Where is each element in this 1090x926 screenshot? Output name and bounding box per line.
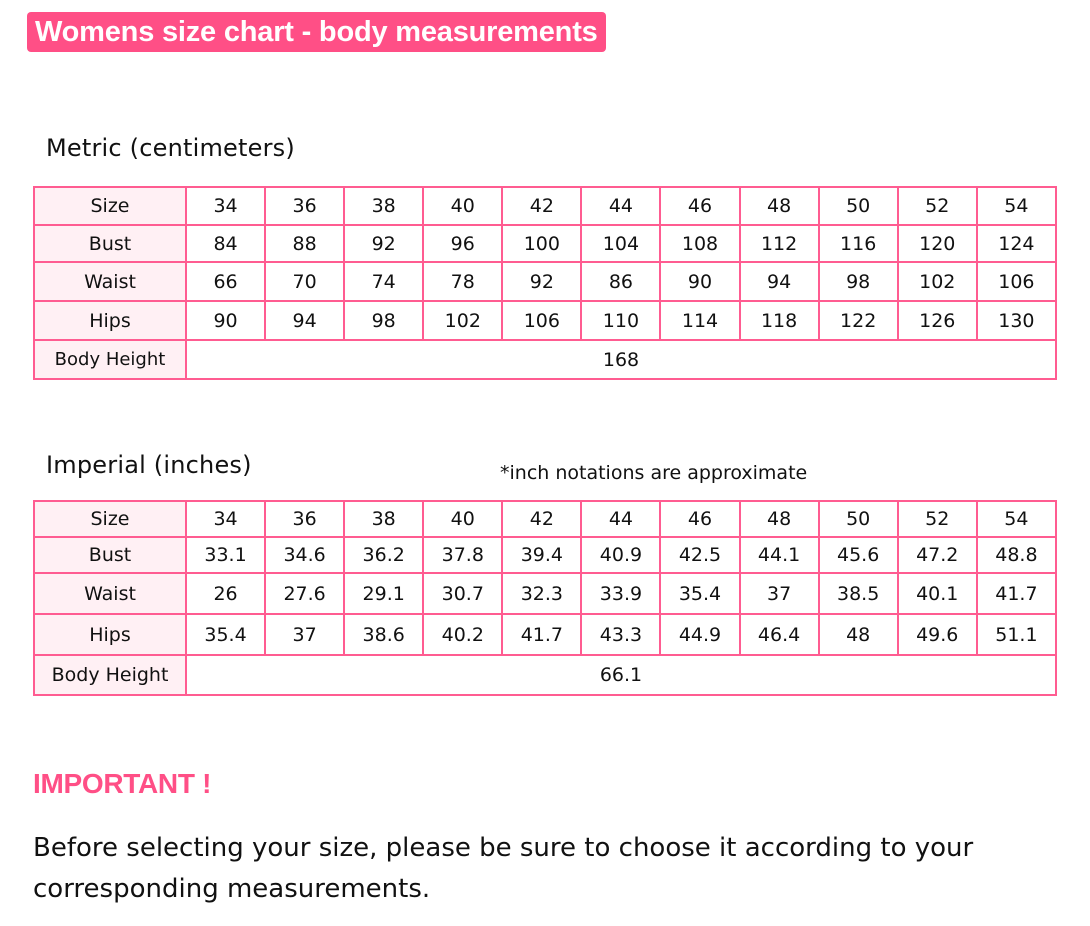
table-row — [34, 573, 1056, 614]
table-cell: 44 — [581, 187, 660, 225]
table-cell: 48.8 — [977, 537, 1056, 573]
table-cell: 33.9 — [581, 573, 660, 614]
table-cell: 38.5 — [819, 573, 898, 614]
table-cell: 49.6 — [898, 614, 977, 655]
table-cell: 88 — [265, 225, 344, 262]
table-cell: 108 — [660, 225, 739, 262]
row-label-bust: Bust — [34, 537, 186, 573]
table-cell: 35.4 — [186, 614, 265, 655]
row-label-waist: Waist — [34, 573, 186, 614]
table-cell: 104 — [581, 225, 660, 262]
table-row — [34, 340, 1056, 379]
table-cell: 35.4 — [660, 573, 739, 614]
table-cell: 40 — [423, 501, 502, 537]
table-row — [34, 614, 1056, 655]
table-cell: 37 — [740, 573, 819, 614]
table-cell: 102 — [898, 262, 977, 301]
table-row — [34, 655, 1056, 695]
table-cell: 41.7 — [502, 614, 581, 655]
table-cell: 40.9 — [581, 537, 660, 573]
table-cell: 37.8 — [423, 537, 502, 573]
table-cell: 39.4 — [502, 537, 581, 573]
table-cell: 78 — [423, 262, 502, 301]
table-cell: 98 — [819, 262, 898, 301]
table-cell: 29.1 — [344, 573, 423, 614]
table-cell: 110 — [581, 301, 660, 340]
table-cell: 112 — [740, 225, 819, 262]
row-label-size: Size — [34, 187, 186, 225]
table-cell: 116 — [819, 225, 898, 262]
table-cell: 106 — [977, 262, 1056, 301]
table-row — [34, 187, 1056, 225]
table-cell: 34 — [186, 501, 265, 537]
table-cell: 42 — [502, 501, 581, 537]
table-cell: 122 — [819, 301, 898, 340]
table-cell: 34.6 — [265, 537, 344, 573]
table-cell: 86 — [581, 262, 660, 301]
table-cell: 36.2 — [344, 537, 423, 573]
table-cell: 48 — [740, 187, 819, 225]
table-cell: 37 — [265, 614, 344, 655]
table-cell: 46.4 — [740, 614, 819, 655]
metric-size-table — [33, 186, 1057, 380]
inch-note: *inch notations are approximate — [500, 462, 808, 484]
table-cell: 40.1 — [898, 573, 977, 614]
table-cell: 120 — [898, 225, 977, 262]
table-cell: 74 — [344, 262, 423, 301]
page-title: Womens size chart - body measurements — [27, 12, 606, 52]
table-cell: 52 — [898, 187, 977, 225]
table-cell: 36 — [265, 187, 344, 225]
imperial-heading: Imperial (inches) — [46, 451, 252, 479]
table-cell: 27.6 — [265, 573, 344, 614]
table-cell: 41.7 — [977, 573, 1056, 614]
table-cell: 46 — [660, 501, 739, 537]
table-cell: 94 — [740, 262, 819, 301]
row-label-size: Size — [34, 501, 186, 537]
table-cell: 48 — [740, 501, 819, 537]
table-cell: 98 — [344, 301, 423, 340]
table-cell: 38.6 — [344, 614, 423, 655]
table-row — [34, 537, 1056, 573]
table-cell: 92 — [502, 262, 581, 301]
table-cell: 36 — [265, 501, 344, 537]
table-cell: 66 — [186, 262, 265, 301]
table-cell: 45.6 — [819, 537, 898, 573]
table-cell: 38 — [344, 187, 423, 225]
table-cell: 92 — [344, 225, 423, 262]
table-cell: 44.1 — [740, 537, 819, 573]
row-label-waist: Waist — [34, 262, 186, 301]
table-cell: 106 — [502, 301, 581, 340]
table-cell: 54 — [977, 501, 1056, 537]
table-cell: 32.3 — [502, 573, 581, 614]
important-text: Before selecting your size, please be sure to choose it according to your corresponding measurements. — [33, 833, 974, 904]
table-cell: 46 — [660, 187, 739, 225]
table-cell: 114 — [660, 301, 739, 340]
table-cell: 34 — [186, 187, 265, 225]
table-cell: 44 — [581, 501, 660, 537]
important-label: IMPORTANT ! — [33, 768, 212, 799]
body-height-value: 66.1 — [186, 655, 1056, 695]
table-row — [34, 225, 1056, 262]
imperial-size-table — [33, 500, 1057, 696]
table-cell: 118 — [740, 301, 819, 340]
body-height-value: 168 — [186, 340, 1056, 379]
table-cell: 42 — [502, 187, 581, 225]
table-cell: 33.1 — [186, 537, 265, 573]
table-row — [34, 501, 1056, 537]
table-cell: 42.5 — [660, 537, 739, 573]
table-cell: 50 — [819, 501, 898, 537]
table-cell: 90 — [660, 262, 739, 301]
row-label-body-height: Body Height — [34, 340, 186, 379]
table-cell: 52 — [898, 501, 977, 537]
table-cell: 51.1 — [977, 614, 1056, 655]
table-cell: 40 — [423, 187, 502, 225]
table-cell: 26 — [186, 573, 265, 614]
row-label-hips: Hips — [34, 301, 186, 340]
table-cell: 126 — [898, 301, 977, 340]
metric-heading: Metric (centimeters) — [46, 134, 295, 162]
table-cell: 96 — [423, 225, 502, 262]
table-cell: 70 — [265, 262, 344, 301]
table-row — [34, 301, 1056, 340]
table-cell: 130 — [977, 301, 1056, 340]
row-label-body-height: Body Height — [34, 655, 186, 695]
table-cell: 50 — [819, 187, 898, 225]
table-cell: 40.2 — [423, 614, 502, 655]
table-cell: 102 — [423, 301, 502, 340]
table-cell: 124 — [977, 225, 1056, 262]
table-cell: 43.3 — [581, 614, 660, 655]
table-row — [34, 262, 1056, 301]
table-cell: 48 — [819, 614, 898, 655]
table-cell: 44.9 — [660, 614, 739, 655]
table-cell: 90 — [186, 301, 265, 340]
table-cell: 100 — [502, 225, 581, 262]
row-label-bust: Bust — [34, 225, 186, 262]
table-cell: 47.2 — [898, 537, 977, 573]
row-label-hips: Hips — [34, 614, 186, 655]
table-cell: 94 — [265, 301, 344, 340]
table-cell: 38 — [344, 501, 423, 537]
table-cell: 30.7 — [423, 573, 502, 614]
table-cell: 84 — [186, 225, 265, 262]
table-cell: 54 — [977, 187, 1056, 225]
